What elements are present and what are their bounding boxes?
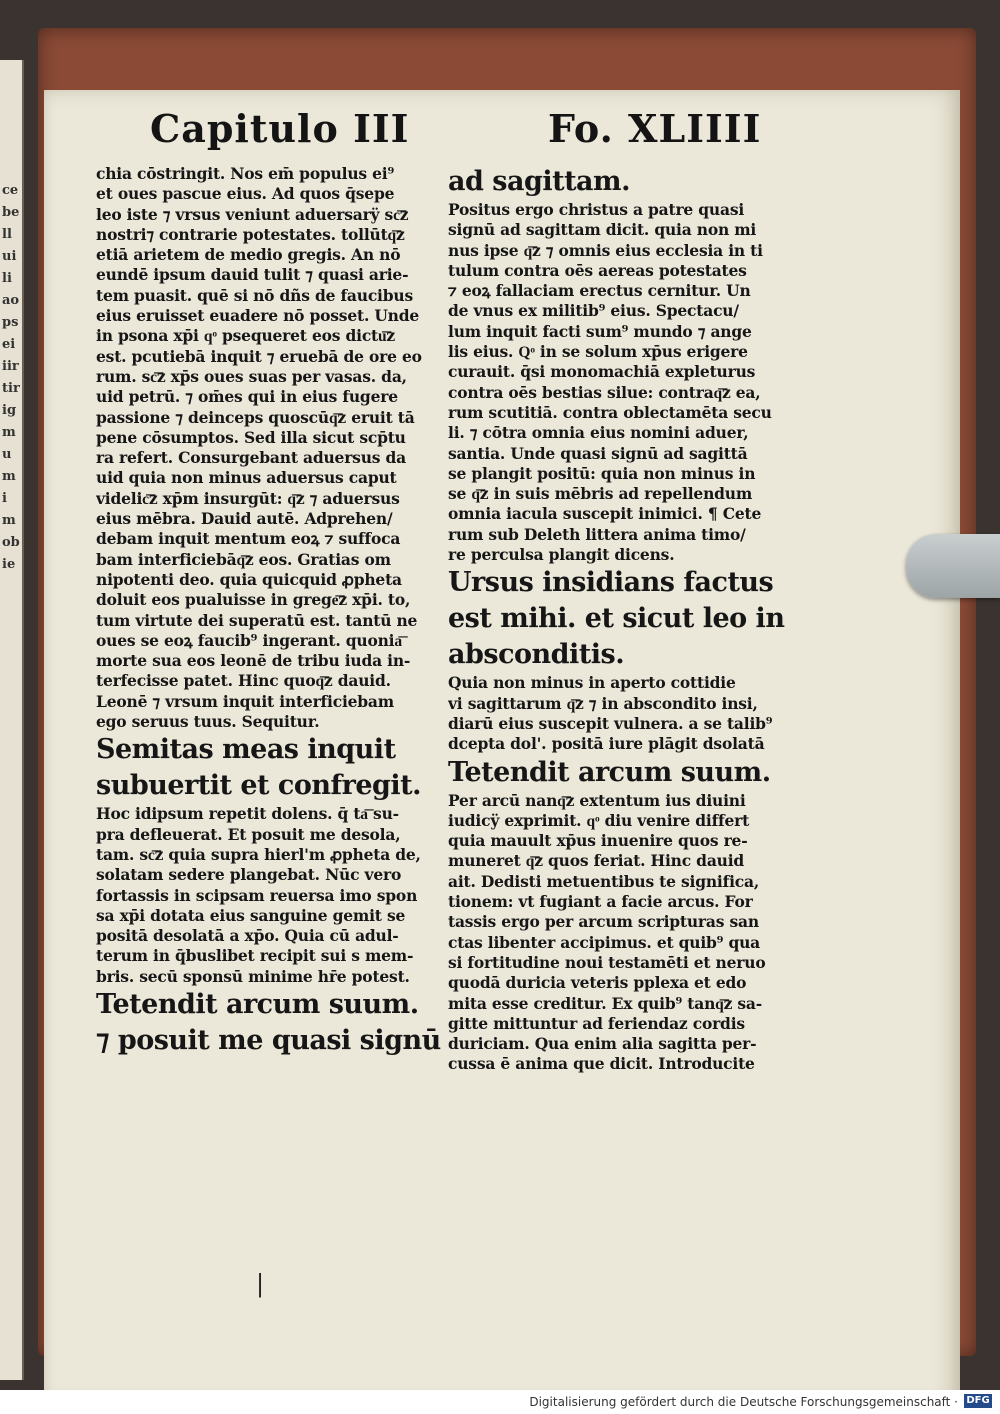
text-line: lis eius. Qͦ in se solum xp̄us erigere	[448, 342, 748, 362]
text-line: lum inquit facti sum⁹ mundo ⁊ ange	[448, 321, 752, 341]
text-line: et oues pascue eius. Ad quos q̄sepe	[96, 184, 395, 204]
text-line: debam inquit mentum eoꝝ ⁊ suffoca	[96, 529, 401, 549]
text-line: pra defleuerat. Et posuit me desola,	[96, 824, 401, 844]
text-line: etiā arietem de medio gregis. An nō	[96, 245, 401, 265]
running-head-right: Fo. XLIIII	[548, 106, 762, 151]
text-line: nipotenti deo. quia quicquid ꝓpheta	[96, 569, 402, 589]
text-line: se q͞z in suis mēbris ad repellendum	[448, 484, 753, 504]
text-line: nus ipse q͞z ⁊ omnis eius ecclesia in ti	[448, 240, 763, 260]
text-line: in psona xp̄i qͦ psequeret eos dictu͞z	[96, 326, 396, 346]
text-line: curauit. q̄si monomachiā expleturus	[448, 362, 756, 382]
text-line: ra refert. Consurgebant aduersus da	[96, 448, 406, 468]
heading-line: absconditis.	[448, 639, 625, 671]
text-line: tionem: vt fugiant a facie arcus. For	[448, 892, 753, 912]
footer-credit: Digitalisierung gefördert durch die Deutsche Forschungsgemeinschaft ·	[529, 1395, 958, 1409]
text-line: videlic͞z xp̄m insurgūt: q͞z ⁊ aduersus	[96, 488, 400, 508]
text-line: duriciam. Qua enim alia sagitta per-	[448, 1034, 757, 1054]
text-line: ait. Dedisti metuentibus te significa,	[448, 871, 760, 891]
text-line: tam. sc͞z quia supra hierl'm ꝓpheta de,	[96, 844, 421, 864]
text-line: uid petrū. ⁊ om̄es qui in eius fugere	[96, 387, 398, 407]
facing-page-text: cebelluiliaopseiiirtirigmumimobie	[2, 183, 20, 572]
text-line: tassis ergo per arcum scripturas san	[448, 912, 759, 932]
text-line: uid quia non minus aduersus caput	[96, 468, 397, 488]
running-head-left: Capitulo III	[150, 106, 410, 151]
text-line: signū ad sagittam dicit. quia non mi	[448, 220, 757, 240]
heading-line: Tetendit arcum suum.	[448, 756, 771, 788]
text-line: mita esse creditur. Ex quib⁹ tanq͞z sa-	[448, 993, 762, 1013]
left-text-column	[96, 164, 441, 1059]
text-line: positā desolatā a xp̄o. Quia cū adul-	[96, 926, 399, 946]
text-line: est. pcutiebā inquit ⁊ eruebā de ore eo	[96, 346, 422, 366]
text-line: vi sagittarum q͞z ⁊ in abscondito insi,	[448, 693, 758, 713]
text-line: morte sua eos leonē de tribu iuda in-	[96, 651, 411, 671]
text-line: diarū eius suscepit vulnera. a se talib⁹	[448, 713, 773, 733]
text-line: Leonē ⁊ vrsum inquit interficiebam	[96, 691, 394, 711]
heading-line: ad sagittam.	[448, 166, 631, 197]
text-line: bris. secū sponsū minime hr̄e potest.	[96, 966, 410, 986]
text-line: sa xp̄i dotata eius sanguine gemit se	[96, 905, 406, 925]
facing-page-edge	[0, 60, 24, 1380]
page-clip	[906, 534, 1000, 598]
text-line: passione ⁊ deinceps quoscūq͞z eruit tā	[96, 407, 415, 427]
text-line: contra oēs bestias silue: contraq͞z ea,	[448, 382, 761, 402]
text-line: santia. Unde quasi signū ad sagittā	[448, 443, 748, 463]
text-line: rum sub Deleth littera anima timo/	[448, 524, 746, 544]
text-line: solatam sedere plangebat. Nūc vero	[96, 865, 402, 885]
text-line: eius eruisset euadere nō posset. Unde	[96, 306, 420, 326]
text-line: terum in q̄buslibet recipit sui s mem-	[96, 946, 414, 966]
text-line: pene cōsumptos. Sed illa sicut scp̄tu	[96, 427, 406, 447]
text-line: re perculsa plangit dicens.	[448, 545, 675, 565]
text-line: quodā duricia veteris pplexa et edo	[448, 973, 747, 993]
text-line: fortassis in scipsam reuersa imo spon	[96, 885, 418, 905]
text-line: gitte mittuntur ad feriendaz cordis	[448, 1013, 745, 1033]
text-line: eius mēbra. Dauid autē. Adprehen/	[96, 509, 393, 529]
text-line: dcepta dol'. positā iure plāgit dsolatā	[448, 734, 765, 754]
text-line: ⁊ eoꝝ fallaciam erectus cernitur. Un	[448, 281, 751, 301]
text-line: li. ⁊ cōtra omnia eius nomini aduer,	[448, 423, 749, 443]
text-line: chia cōstringit. Nos em̄ populus ei⁹	[96, 164, 395, 183]
text-line: muneret q͞z quos feriat. Hinc dauid	[448, 851, 745, 871]
text-line: ego seruus tuus. Sequitur.	[96, 712, 320, 732]
text-line: leo iste ⁊ vrsus veniunt aduersarÿ sc͞z	[96, 204, 409, 224]
text-line: nostri⁊ contrarie potestates. tollūtq͞z	[96, 224, 405, 244]
text-line: oues se eoꝝ faucib⁹ ingerant. quonia͞	[96, 630, 402, 650]
text-line: si fortitudine noui testamēti et neruo	[448, 952, 766, 972]
text-line: iudicÿ exprimit. qͦ diu venire differt	[448, 810, 750, 830]
heading-line: subuertit et confregit.	[96, 770, 421, 802]
text-line: tem puasit. quē si nō dñs de faucibus	[96, 285, 413, 305]
text-line: ctas libenter accipimus. et quib⁹ qua	[448, 932, 760, 952]
text-line: rum scutitiā. contra oblectamēta secu	[448, 402, 772, 422]
text-line: de vnus ex militib⁹ eius. Spectacu/	[448, 301, 739, 321]
bottom-mark: |	[256, 1270, 265, 1298]
text-line: cussa ē anima que dicit. Introducite	[448, 1054, 755, 1074]
heading-line: ⁊ posuit me quasi signū	[96, 1024, 441, 1056]
text-line: terfecisse patet. Hinc quoq͞z dauid.	[96, 671, 391, 691]
text-line: omnia iacula suscepit inimici. ¶ Cete	[448, 504, 762, 524]
text-line: tulum contra oēs aereas potestates	[448, 260, 747, 280]
text-line: Per arcū nanq͞z extentum ius diuini	[448, 790, 746, 810]
text-line: se plangit positū: quia non minus in	[448, 463, 756, 483]
text-line: Hoc idipsum repetit dolens. q̄ ta͞ su-	[96, 804, 399, 824]
text-line: tum virtute dei superatū est. tantū ne	[96, 610, 418, 630]
text-line: doluit eos pualuisse in grege͞z xp̄i. to,	[96, 590, 411, 610]
right-text-column	[448, 164, 785, 1075]
heading-line: est mihi. et sicut leo in	[448, 603, 785, 635]
text-line: rum. sc͞z xp̄s oues suas per vasas. da,	[96, 366, 407, 386]
text-line: Positus ergo christus a patre quasi	[448, 200, 745, 219]
text-line: Quia non minus in aperto cottidie	[448, 673, 736, 693]
dfg-logo: DFG	[964, 1394, 992, 1408]
text-line: bam interficiebāq͞z eos. Gratias om	[96, 549, 391, 569]
heading-line: Semitas meas inquit	[96, 734, 396, 766]
text-line: eundē ipsum dauid tulit ⁊ quasi arie-	[96, 265, 409, 285]
text-line: quia mauult xp̄us inuenire quos re-	[448, 831, 748, 851]
heading-line: Ursus insidians factus	[448, 567, 774, 599]
heading-line: Tetendit arcum suum.	[96, 988, 419, 1020]
